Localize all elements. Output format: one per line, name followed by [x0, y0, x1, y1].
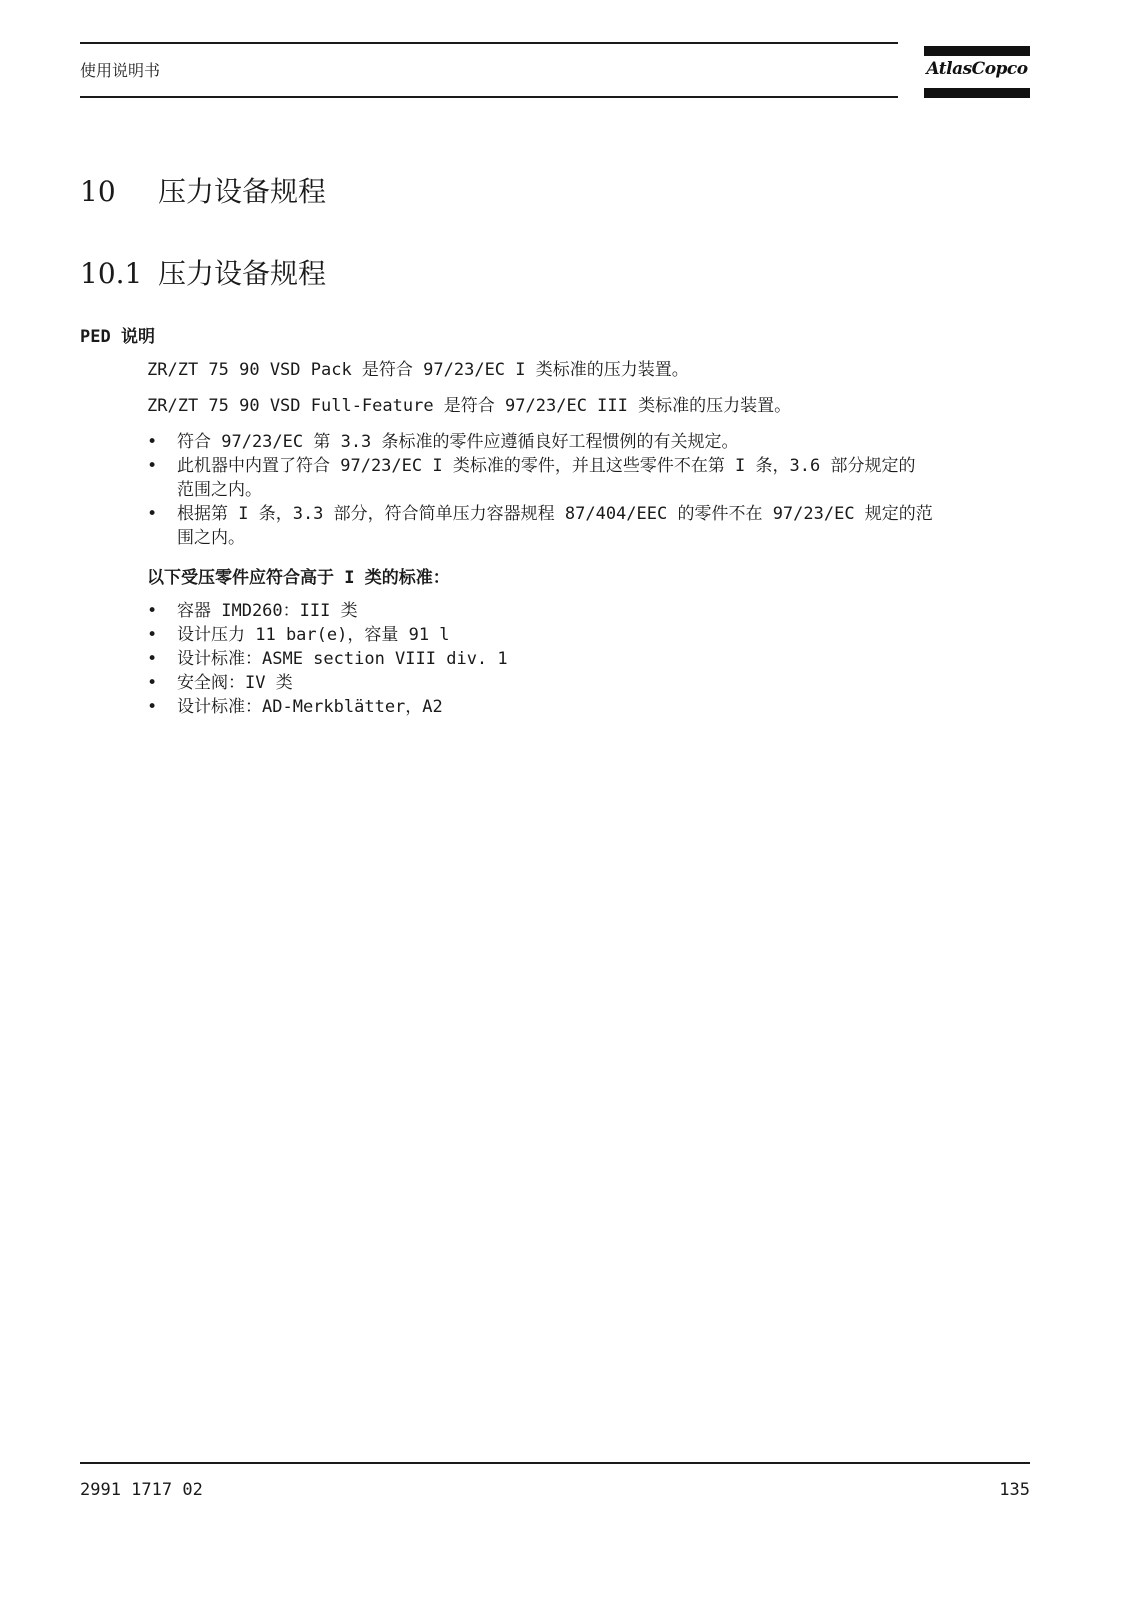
section-title: 压力设备规程	[158, 175, 327, 208]
subsection-title: 压力设备规程	[158, 257, 327, 290]
bullet-text: 容器 IMD260：III 类	[177, 601, 358, 621]
bullet-text: 安全阀：IV 类	[177, 673, 293, 693]
bullet-marker: •	[147, 504, 158, 524]
bullet-marker: •	[147, 625, 158, 645]
footer-rule	[80, 1462, 1030, 1464]
section-number: 10	[80, 175, 116, 208]
bullet-text-continued: 范围之内。	[177, 480, 262, 500]
bullet-marker: •	[147, 673, 158, 693]
list-item	[147, 599, 1027, 623]
atlas-copco-logo	[924, 46, 1030, 98]
bullet-text: 设计压力 11 bar(e)，容量 91 l	[177, 625, 450, 645]
logo-text: AtlasCopco	[926, 59, 1028, 79]
page-number: 135	[999, 1480, 1030, 1500]
bullet-marker: •	[147, 649, 158, 669]
logo-bar-top	[924, 46, 1030, 56]
bullet-marker: •	[147, 432, 158, 452]
logo-bar-bottom	[924, 88, 1030, 98]
pressure-parts-list	[147, 599, 1027, 719]
list-item	[147, 695, 1027, 719]
document-type-label: 使用说明书	[80, 61, 161, 80]
subsection-number: 10.1	[80, 257, 143, 290]
bullet-marker: •	[147, 697, 158, 717]
pressure-parts-heading: 以下受压零件应符合高于 I 类的标准：	[147, 568, 450, 588]
list-item	[147, 671, 1027, 695]
bullet-text: 符合 97/23/EC 第 3.3 条标准的零件应遵循良好工程惯例的有关规定。	[177, 432, 739, 452]
bullet-marker: •	[147, 601, 158, 621]
bullet-text-continued: 围之内。	[177, 528, 245, 548]
section-heading	[80, 170, 326, 210]
header-rule-bottom	[80, 96, 898, 98]
ped-bullet-list	[147, 430, 1027, 550]
subsection-heading	[80, 252, 326, 292]
document-number: 2991 1717 02	[80, 1480, 203, 1500]
list-item	[147, 430, 1027, 454]
paragraph-pack: ZR/ZT 75 90 VSD Pack 是符合 97/23/EC I 类标准的压力装置。	[147, 360, 689, 380]
bullet-text: 此机器中内置了符合 97/23/EC I 类标准的零件，并且这些零件不在第 I 条，3.6 部分规定的	[177, 456, 916, 476]
bullet-text: 根据第 I 条，3.3 部分，符合简单压力容器规程 87/404/EEC 的零件不在 97/23/EC 规定的范	[177, 504, 933, 524]
bullet-marker: •	[147, 456, 158, 476]
list-item	[147, 454, 1027, 502]
paragraph-full-feature: ZR/ZT 75 90 VSD Full-Feature 是符合 97/23/EC III 类标准的压力装置。	[147, 396, 792, 416]
list-item	[147, 623, 1027, 647]
header-rule-top	[80, 42, 898, 44]
bullet-text: 设计标准：ASME section VIII div. 1	[177, 649, 508, 669]
ped-heading: PED 说明	[80, 327, 155, 347]
list-item	[147, 502, 1027, 550]
list-item	[147, 647, 1027, 671]
bullet-text: 设计标准：AD-Merkblätter，A2	[177, 697, 443, 717]
